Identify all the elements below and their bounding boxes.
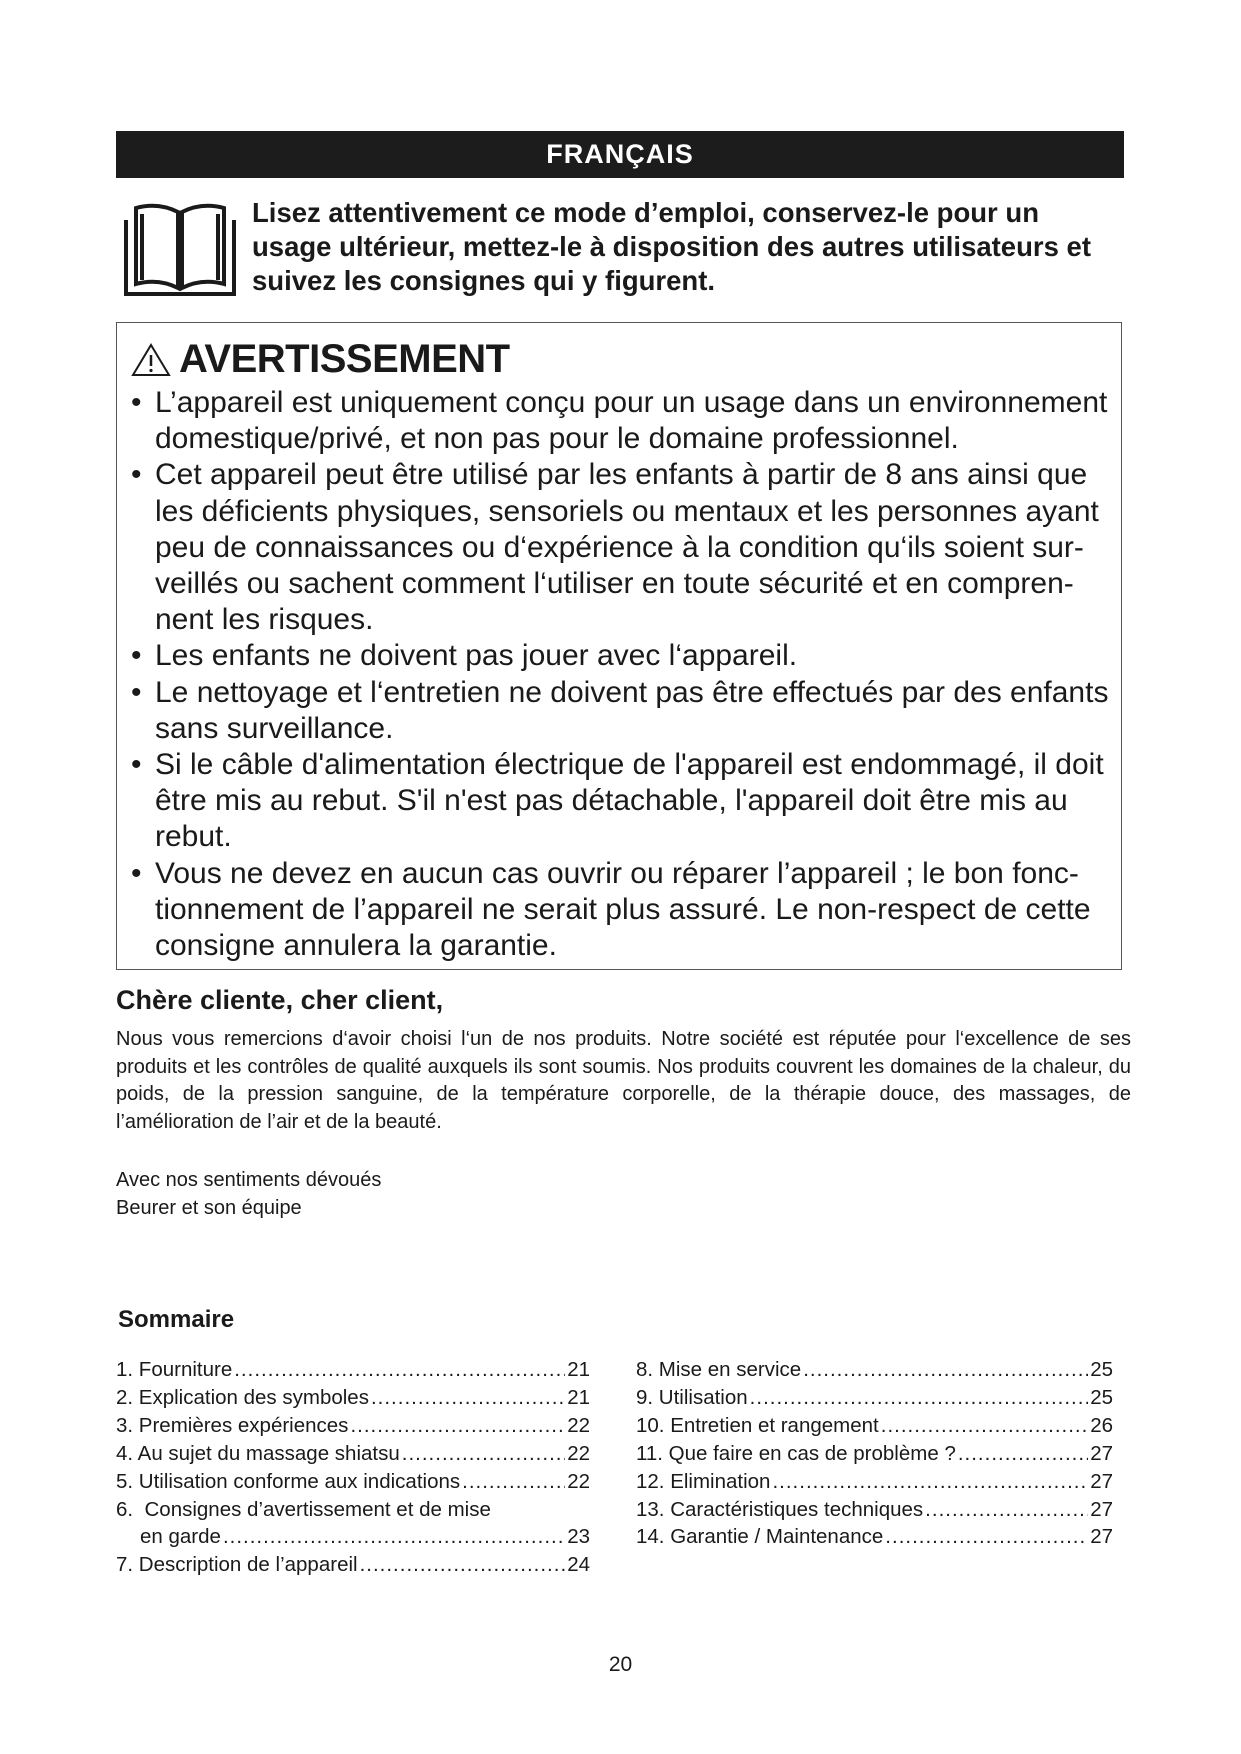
toc-leader xyxy=(772,1468,1088,1496)
warning-box xyxy=(116,322,1122,970)
toc-leader xyxy=(925,1496,1088,1524)
toc-entry[interactable] xyxy=(116,1551,590,1579)
warning-item: • L’appareil est uniquement conçu pour un usage dans un environnement domestique/privé, et non pas pour le domaine professionnel. xyxy=(131,385,1111,457)
toc-leader xyxy=(881,1412,1088,1440)
warning-item: • Le nettoyage et l‘entretien ne doivent pas être effectués par des enfants sans surveillance. xyxy=(131,675,1111,747)
toc-entry[interactable] xyxy=(636,1384,1113,1412)
language-label: FRANÇAIS xyxy=(546,139,694,169)
toc-entry-label: 9. Utilisation xyxy=(636,1385,748,1409)
toc-leader xyxy=(350,1412,565,1440)
toc-leader xyxy=(803,1356,1088,1384)
toc-right-column xyxy=(636,1356,1113,1551)
toc-entry-page: 22 xyxy=(567,1413,590,1437)
toc-entry-label: 4. Au sujet du massage shiatsu xyxy=(116,1441,400,1465)
warning-item: • Si le câble d'alimentation électrique de l'appareil est endommagé, il doit être mis au rebut. S'il n'est pas détachable, l'appareil doit être mis au rebut. xyxy=(131,747,1111,856)
toc-entry[interactable] xyxy=(116,1384,590,1412)
toc-leader xyxy=(234,1356,565,1384)
toc-entry-page: 22 xyxy=(567,1441,590,1465)
closing-line: Avec nos sentiments dévoués xyxy=(116,1169,382,1191)
toc-entry-page: 27 xyxy=(1090,1497,1113,1521)
toc-entry-label: 8. Mise en service xyxy=(636,1358,802,1381)
salutation: Chère cliente, cher client, xyxy=(116,985,444,1015)
toc-leader xyxy=(958,1440,1088,1468)
toc-entry[interactable] xyxy=(636,1440,1113,1468)
warning-item: • Les enfants ne doivent pas jouer avec l‘appareil. xyxy=(131,638,1111,674)
book-icon xyxy=(122,200,238,300)
toc-entry-label: 14. Garantie / Maintenance xyxy=(636,1525,884,1549)
toc-entry-label: en garde xyxy=(140,1525,221,1549)
toc-entry-page: 21 xyxy=(567,1385,590,1409)
toc-entry-label: 3. Premières expériences xyxy=(116,1413,349,1437)
toc-entry-page: 25 xyxy=(1090,1385,1113,1409)
toc-leader xyxy=(402,1440,565,1468)
warning-item: • Vous ne devez en aucun cas ouvrir ou réparer l’appareil ; le bon fonc-tionnement de l’appareil ne serait plus assuré. Le non-respect de cette consigne annulera la garantie. xyxy=(131,856,1111,965)
toc-entry-page: 27 xyxy=(1090,1441,1113,1465)
toc-leader xyxy=(885,1523,1088,1551)
toc-entry-label: 1. Fourniture xyxy=(116,1358,233,1381)
toc-entry[interactable] xyxy=(636,1468,1113,1496)
toc-entry-label: 13. Caractéristiques techniques xyxy=(636,1497,924,1521)
toc-entry-page: 25 xyxy=(1090,1358,1113,1381)
page-number: 20 xyxy=(608,1653,633,1676)
toc-title: Sommaire xyxy=(118,1306,235,1333)
toc-entry-label: 5. Utilisation conforme aux indications xyxy=(116,1469,461,1493)
toc-entry-label: 6. Consignes d’avertissement et de mise xyxy=(116,1497,491,1521)
toc-entry-label: 11. Que faire en cas de problème ? xyxy=(636,1441,956,1465)
toc-entry[interactable] xyxy=(116,1412,590,1440)
toc-entry-label: 2. Explication des symboles xyxy=(116,1385,369,1409)
toc-entry[interactable] xyxy=(116,1468,590,1496)
warning-list xyxy=(131,385,1111,964)
toc-entry[interactable] xyxy=(116,1356,590,1384)
warning-item: • Cet appareil peut être utilisé par les enfants à partir de 8 ans ainsi que les déficients physiques, sensoriels ou mentaux et les personnes ayant peu de connaissances ou d‘expérience à la condition qu‘ils soient sur-veillés ou sachent comment l‘utiliser en toute sécurité et en compren-nent les risques. xyxy=(131,457,1111,638)
toc-entry-page: 23 xyxy=(567,1525,590,1549)
toc-entry-page: 24 xyxy=(567,1553,590,1577)
toc-leader xyxy=(223,1523,565,1551)
toc-leader xyxy=(371,1384,565,1412)
warning-title xyxy=(131,337,510,382)
toc-entry-page: 27 xyxy=(1090,1525,1113,1549)
toc-entry[interactable] xyxy=(116,1440,590,1468)
warning-triangle-icon xyxy=(131,342,171,378)
intro-notice: Lisez attentivement ce mode d’emploi, conservez-le pour un usage ultérieur, mettez-le à disposition des autres utilisateurs et suivez les consignes qui y figurent. xyxy=(252,197,1091,296)
toc-entry-label: 7. Description de l’appareil xyxy=(116,1553,358,1577)
toc-entry[interactable] xyxy=(636,1496,1113,1524)
toc-entry[interactable] xyxy=(636,1523,1113,1551)
toc-leader xyxy=(360,1551,566,1579)
language-header xyxy=(116,131,1124,178)
toc-entry-label: 10. Entretien et rangement xyxy=(636,1413,879,1437)
toc-leader xyxy=(462,1468,565,1496)
letter-body: Nous vous remercions d‘avoir choisi l‘un de nos produits. Notre société est réputée pour l‘excellence de ses produits et les contrôles de qualité auxquels ils sont soumis. Nos produits couvrent les domaines de la chaleur, du poids, de la pression sanguine, de la température corporelle, de la thérapie douce, des massages, de l’amélioration de l’air et de la beauté. xyxy=(116,1028,1131,1133)
toc-leader xyxy=(750,1384,1089,1412)
toc-entry-page: 26 xyxy=(1090,1413,1113,1437)
warning-heading: AVERTISSEMENT xyxy=(179,337,510,381)
toc-entry[interactable] xyxy=(636,1412,1113,1440)
toc-entry-page: 22 xyxy=(567,1469,590,1493)
toc-entry-continuation[interactable] xyxy=(116,1523,590,1551)
closing-signature: Beurer et son équipe xyxy=(116,1197,302,1219)
toc-entry[interactable] xyxy=(636,1356,1113,1384)
closing xyxy=(116,1166,381,1222)
toc-entry-label: 12. Elimination xyxy=(636,1469,771,1493)
toc-entry[interactable] xyxy=(116,1496,590,1524)
toc-entry-page: 21 xyxy=(567,1358,590,1381)
toc-entry-page: 27 xyxy=(1090,1469,1113,1493)
toc-left-column xyxy=(116,1356,590,1579)
